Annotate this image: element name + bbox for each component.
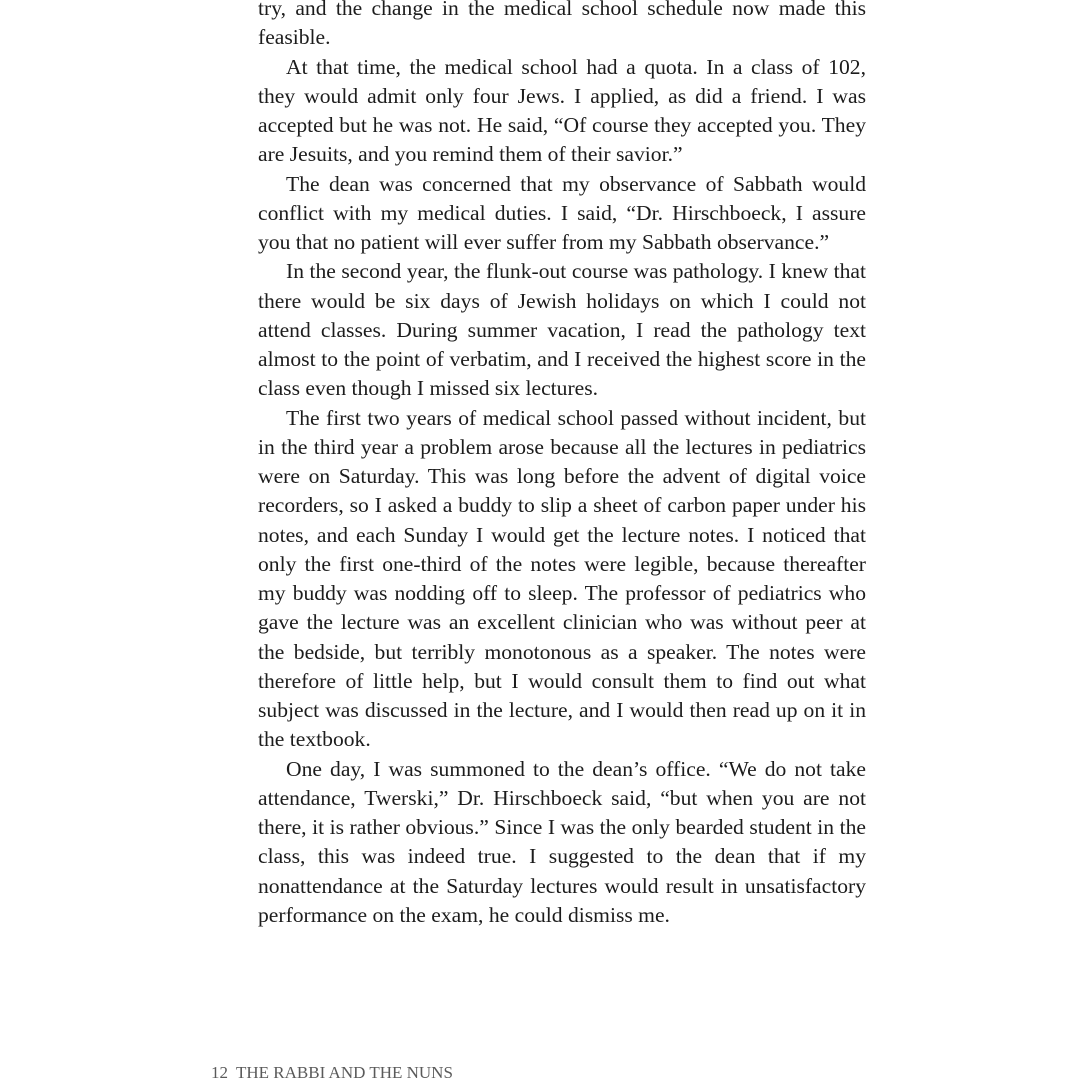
paragraph-3: The dean was concerned that my observance of Sabbath would conflict with my medical duties. I said, “Dr. Hirschboeck, I assure you that no patient will ever suffer from my Sabbath observance.” [258,171,866,254]
page-number: 12 [211,1063,228,1082]
running-title: THE RABBI AND THE NUNS [236,1063,453,1082]
paragraph-5: The first two years of medical school passed without incident, but in the third year a problem arose because all the lectures in pediatrics were on Saturday. This was long before the advent of digital voice recorders, so I asked a buddy to slip a sheet of carbon paper under his notes, and each Sunday I would get the lecture notes. I noticed that only the first one-third of the notes were legible, because thereafter my buddy was nodding off to sleep. The professor of pediatrics who gave the lecture was an excellent clinician who was without peer at the bedside, but terribly monotonous as a speaker. The notes were therefore of little help, but I would consult them to find out what subject was discussed in the lecture, and I would then read up on it in the textbook. [258,405,866,752]
body-text [258,0,866,930]
paragraph-1: try, and the change in the medical school schedule now made this feasible. [258,0,866,50]
paragraph-6: One day, I was summoned to the dean’s office. “We do not take attendance, Twerski,” Dr. Hirschboeck said, “but when you are not there, it is rather obvious.” Since I was the only bearded student in the class, this was indeed true. I suggested to the dean that if my nonattendance at the Saturday lectures would result in unsatisfactory performance on the exam, he could dismiss me. [258,756,866,927]
paragraph-4: In the second year, the flunk-out course was pathology. I knew that there would be six days of Jewish holidays on which I could not attend classes. During summer vacation, I read the pathology text almost to the point of verbatim, and I received the highest score in the class even though I missed six lectures. [258,259,866,401]
paragraph-2: At that time, the medical school had a quota. In a class of 102, they would admit only four Jews. I applied, as did a friend. I was accepted but he was not. He said, “Of course they accepted you. They are Jesuits, and you remind them of their savior.” [258,54,866,167]
page-footer [211,1062,453,1084]
